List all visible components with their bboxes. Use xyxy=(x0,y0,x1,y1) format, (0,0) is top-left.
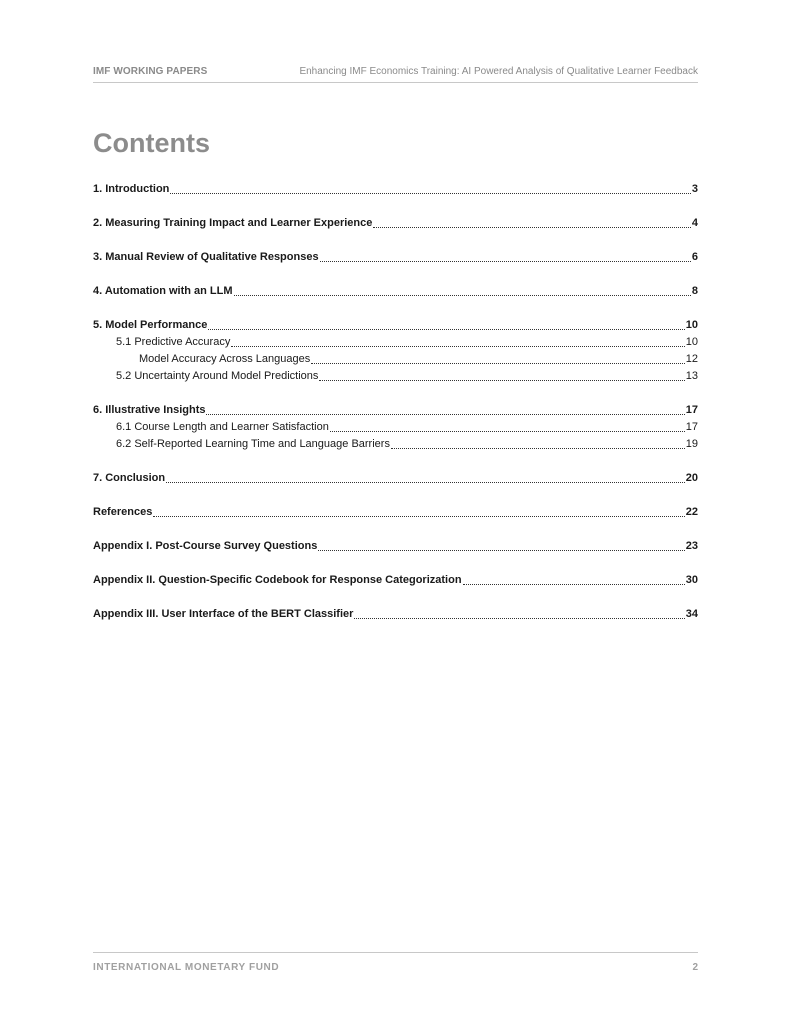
toc-entry-page-number: 17 xyxy=(685,421,698,433)
toc-entry[interactable] xyxy=(93,470,698,487)
toc-entry-page-number: 22 xyxy=(685,506,698,518)
toc-spacer xyxy=(93,266,698,283)
toc-entry[interactable] xyxy=(93,504,698,521)
toc-dot-leader xyxy=(319,379,684,381)
toc-entry-page-number: 19 xyxy=(685,438,698,450)
toc-entry-title: Appendix II. Question-Specific Codebook for Response Categorization xyxy=(93,574,462,586)
toc-entry-page-number: 10 xyxy=(685,319,698,331)
toc-entry-page-number: 4 xyxy=(691,217,698,229)
toc-entry-page-number: 20 xyxy=(685,472,698,484)
toc-entry-title: Appendix I. Post-Course Survey Questions xyxy=(93,540,318,552)
toc-entry[interactable] xyxy=(93,368,698,385)
toc-entry[interactable] xyxy=(93,317,698,334)
toc-entry-page-number: 3 xyxy=(691,183,698,195)
toc-entry[interactable] xyxy=(93,402,698,419)
toc-entry-page-number: 34 xyxy=(685,608,698,620)
toc-entry[interactable] xyxy=(93,334,698,351)
toc-dot-leader xyxy=(318,549,684,551)
header-series: IMF WORKING PAPERS xyxy=(93,66,208,77)
toc-entry[interactable] xyxy=(93,538,698,555)
toc-spacer xyxy=(93,385,698,402)
toc-entry-page-number: 13 xyxy=(685,370,698,382)
toc-entry[interactable] xyxy=(93,606,698,623)
toc-spacer xyxy=(93,232,698,249)
toc-entry-title: 7. Conclusion xyxy=(93,472,166,484)
toc-entry-title: 4. Automation with an LLM xyxy=(93,285,233,297)
toc-entry[interactable] xyxy=(93,436,698,453)
toc-dot-leader xyxy=(208,328,684,330)
toc-entry-title: 6.2 Self-Reported Learning Time and Language Barriers xyxy=(116,438,390,450)
toc-entry-title: 6. Illustrative Insights xyxy=(93,404,206,416)
toc-entry-title: 1. Introduction xyxy=(93,183,170,195)
toc-dot-leader xyxy=(153,515,684,517)
toc-entry-title: 5.1 Predictive Accuracy xyxy=(116,336,231,348)
toc-dot-leader xyxy=(206,413,684,415)
toc-entry-page-number: 17 xyxy=(685,404,698,416)
toc-spacer xyxy=(93,487,698,504)
toc-entry-title: 2. Measuring Training Impact and Learner Experience xyxy=(93,217,373,229)
toc-entry-title: Model Accuracy Across Languages xyxy=(139,353,311,365)
toc-entry-title: Appendix III. User Interface of the BERT Classifier xyxy=(93,608,354,620)
toc-entry-page-number: 8 xyxy=(691,285,698,297)
toc-entry[interactable] xyxy=(93,249,698,266)
toc-dot-leader xyxy=(166,481,685,483)
toc-spacer xyxy=(93,521,698,538)
toc-dot-leader xyxy=(354,617,684,619)
toc-dot-leader xyxy=(463,583,685,585)
toc-entry[interactable] xyxy=(93,215,698,232)
page-title: Contents xyxy=(93,128,210,158)
toc-entry[interactable] xyxy=(93,572,698,589)
toc-dot-leader xyxy=(330,430,685,432)
page-header xyxy=(93,64,698,83)
toc-entry-title: 5.2 Uncertainty Around Model Predictions xyxy=(116,370,319,382)
toc-entry-page-number: 6 xyxy=(691,251,698,263)
toc-spacer xyxy=(93,453,698,470)
toc-entry-title: 3. Manual Review of Qualitative Responses xyxy=(93,251,319,263)
page-footer xyxy=(93,952,698,977)
toc-entry-page-number: 23 xyxy=(685,540,698,552)
toc-spacer xyxy=(93,300,698,317)
footer-page-number: 2 xyxy=(692,962,698,973)
toc-spacer xyxy=(93,589,698,606)
toc-entry-page-number: 30 xyxy=(685,574,698,586)
toc-entry-title: References xyxy=(93,506,153,518)
toc-spacer xyxy=(93,198,698,215)
toc-entry-page-number: 12 xyxy=(685,353,698,365)
toc-dot-leader xyxy=(170,192,690,194)
toc-dot-leader xyxy=(320,260,691,262)
toc-entry-page-number: 10 xyxy=(685,336,698,348)
toc-dot-leader xyxy=(234,294,691,296)
toc-entry[interactable] xyxy=(93,419,698,436)
toc-dot-leader xyxy=(373,226,691,228)
header-paper-title: Enhancing IMF Economics Training: AI Powered Analysis of Qualitative Learner Feedback xyxy=(299,66,698,77)
toc-dot-leader xyxy=(391,447,685,449)
toc-entry-title: 6.1 Course Length and Learner Satisfaction xyxy=(116,421,329,433)
footer-organization: INTERNATIONAL MONETARY FUND xyxy=(93,962,280,973)
toc-entry[interactable] xyxy=(93,283,698,300)
toc-dot-leader xyxy=(311,362,685,364)
toc-entry[interactable] xyxy=(93,351,698,368)
toc-entry-title: 5. Model Performance xyxy=(93,319,208,331)
toc-entry[interactable] xyxy=(93,181,698,198)
table-of-contents xyxy=(93,181,698,623)
toc-spacer xyxy=(93,555,698,572)
toc-dot-leader xyxy=(231,345,684,347)
